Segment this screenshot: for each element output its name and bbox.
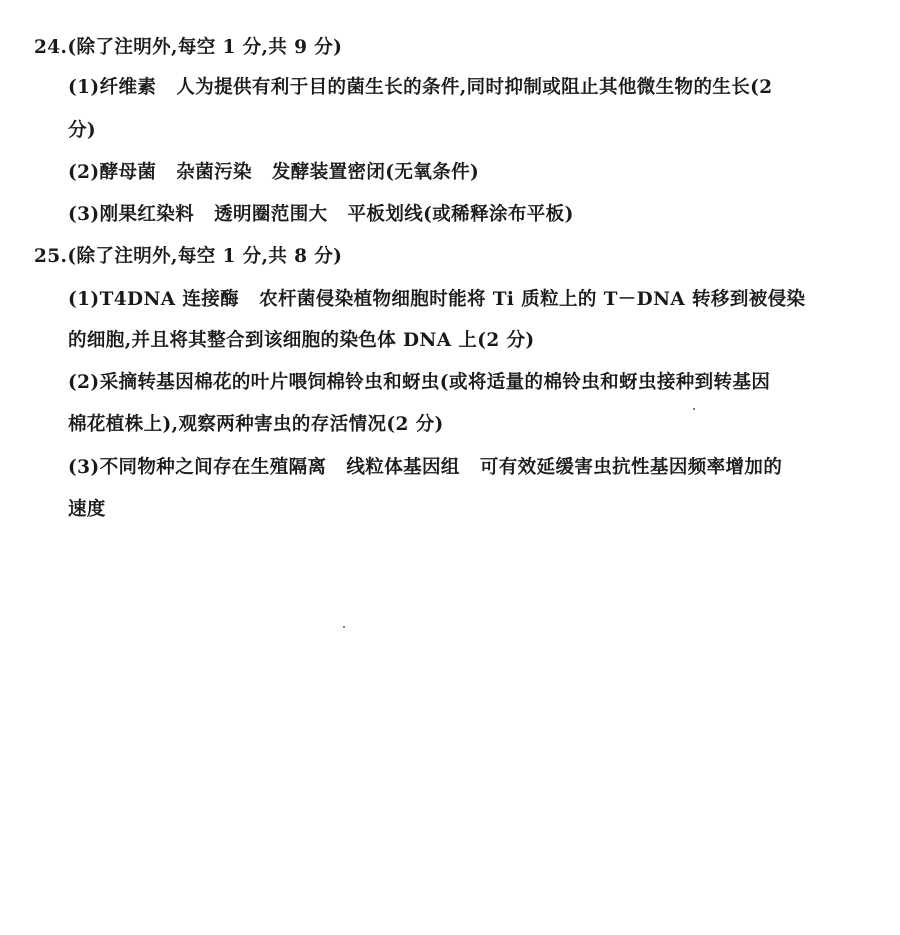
q24-answer-2 [68,161,479,185]
q25-answer-1-part-1: T4DNA 连接酶 [99,289,240,310]
q25-answer-2-text: 采摘转基因棉花的叶片喂饲棉铃虫和蚜虫(或将适量的棉铃虫和蚜虫接种到转基因 [99,372,771,393]
q24-answer-1-part-2: 人为提供有利于目的菌生长的条件,同时抑制或阻止其他微生物的生长(2 [176,77,773,98]
q25-answer-3-line1 [68,456,782,480]
q24-answer-3-label: (3) [68,204,100,225]
q24-answer-3-part-2: 透明圈范围大 [214,204,328,225]
q24-answer-2-part-1: 酵母菌 [99,162,157,183]
q24-answer-3 [68,203,574,227]
q25-answer-3-part-1: 不同物种之间存在生殖隔离 [99,457,327,478]
q25-answer-2-label: (2) [68,372,100,393]
q25-answer-3-label: (3) [68,457,100,478]
q24-answer-2-part-2: 杂菌污染 [176,162,252,183]
q25-answer-1-label: (1) [68,289,100,310]
q25-answer-3-part-3: 可有效延缓害虫抗性基因频率增加的 [479,457,783,478]
q25-answer-3-line2: 速度 [68,499,106,520]
q25-answer-2-line1 [68,371,770,395]
q24-answer-3-part-3: 平板划线(或稀释涂布平板) [347,204,574,225]
q24-answer-2-part-3: 发酵装置密闭(无氧条件) [271,162,480,183]
scan-speck [343,626,345,628]
q24-answer-1-part-1: 纤维素 [99,77,157,98]
q25-answer-2-line2: 棉花植株上),观察两种害虫的存活情况(2 分) [68,414,444,435]
q24-answer-1-label: (1) [68,77,100,98]
q24-answer-3-part-1: 刚果红染料 [99,204,195,225]
q24-answer-2-label: (2) [68,162,100,183]
question-24-header: 24.(除了注明外,每空 1 分,共 9 分) [34,37,343,58]
q25-answer-1-line1 [68,288,805,312]
q25-answer-3-part-2: 线粒体基因组 [346,457,460,478]
q24-answer-1-line2: 分) [68,120,97,141]
question-25-header: 25.(除了注明外,每空 1 分,共 8 分) [34,246,343,267]
q25-answer-1-line2: 的细胞,并且将其整合到该细胞的染色体 DNA 上(2 分) [68,330,535,351]
q24-answer-1-line1 [68,76,773,100]
q25-answer-1-part-2: 农杆菌侵染植物细胞时能将 Ti 质粒上的 T－DNA 转移到被侵染 [259,289,806,310]
scan-speck [693,408,695,410]
